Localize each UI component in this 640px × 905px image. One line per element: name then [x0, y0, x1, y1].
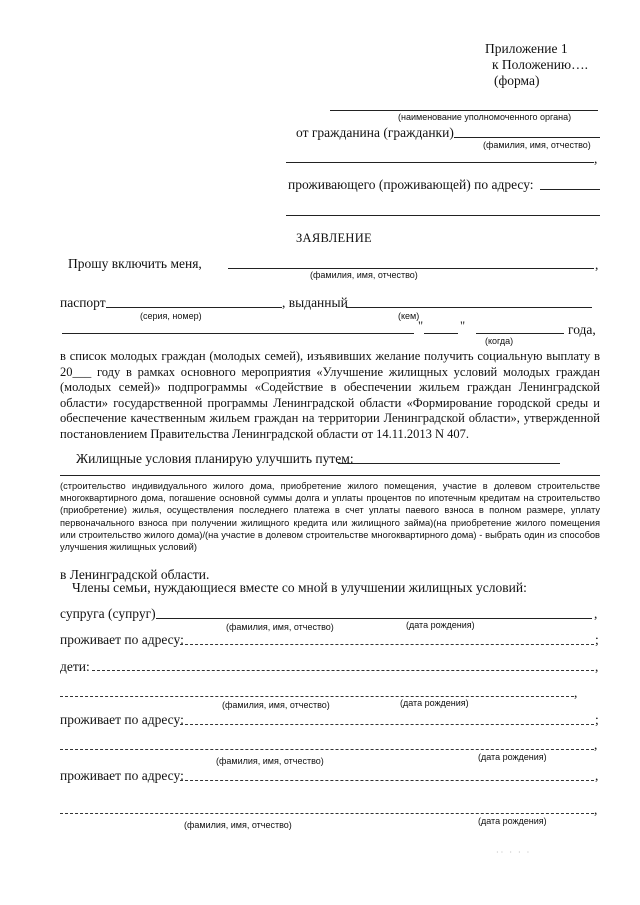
spouse-fio-caption: (фамилия, имя, отчество): [226, 622, 334, 632]
when-caption: (когда): [485, 336, 514, 346]
improve-method-line-2[interactable]: [60, 475, 600, 476]
comma: ,: [594, 606, 598, 621]
improve-method-line[interactable]: [338, 463, 560, 464]
passport-number-line[interactable]: [106, 307, 282, 308]
spouse-name-line[interactable]: [156, 618, 592, 619]
scan-artifact: ·· · · ·: [496, 848, 532, 857]
address-line[interactable]: [540, 189, 600, 190]
spouse-address-line[interactable]: [180, 644, 594, 645]
applicant-fio-caption: (фамилия, имя, отчество): [310, 270, 418, 280]
year-label: года,: [568, 322, 596, 337]
address-line-2[interactable]: [286, 215, 600, 216]
improve-label: Жилищные условия планирую улучшить путем:: [76, 451, 354, 466]
child1-address-line[interactable]: [180, 724, 594, 725]
improve-options-note: (строительство индивидуального жилого дома, приобретение жилого помещения, участие в долевом строительстве многоквартирного дома, погашение основной суммы долга и уплаты процентов по ипотечным кредитам на строительство (приобретение) жилья, осуществления последнего платежа в счет уплаты паевого взноса в полном размере, уплату первоначального взноса при получении жилищного кредита или жилищного займа)(на приобретение жилого помещения или строительство жилого дома)/(на участие в долевом строительстве многоквартирного дома) - выбрать один из способов улучшения жилищных условий): [60, 481, 600, 553]
citizen-fio-caption: (фамилия, имя, отчество): [483, 140, 591, 150]
spouse-birth-caption: (дата рождения): [406, 620, 475, 630]
applicant-name-line[interactable]: [228, 268, 594, 269]
request-text: Прошу включить меня,: [68, 256, 202, 271]
issue-month-line[interactable]: [476, 333, 564, 334]
issued-by-line-2[interactable]: [62, 333, 414, 334]
comma: ,: [595, 257, 599, 272]
children-label: дети:: [60, 659, 90, 674]
appendix-regulation: к Положению….: [492, 57, 588, 72]
quote-open: ": [418, 319, 424, 333]
quote-close: ": [460, 319, 466, 333]
child3-birth-caption: (дата рождения): [478, 816, 547, 826]
issued-by-line[interactable]: [346, 307, 592, 308]
child1-birth-caption: (дата рождения): [400, 698, 469, 708]
comma: ,: [594, 802, 598, 817]
residing-label: проживающего (проживающей) по адресу:: [288, 177, 534, 192]
semicolon: ;: [595, 712, 599, 727]
child2-fio-caption: (фамилия, имя, отчество): [216, 756, 324, 766]
org-name-line[interactable]: [330, 110, 598, 111]
appendix-form: (форма): [494, 73, 540, 88]
child1-address-label: проживает по адресу:: [60, 712, 184, 727]
spouse-label: супруга (супруг): [60, 606, 156, 621]
passport-label: паспорт: [60, 295, 106, 310]
issued-label: , выданный: [282, 295, 348, 310]
org-caption: (наименование уполномоченного органа): [398, 112, 572, 122]
comma: ,: [594, 151, 598, 166]
child3-name-line[interactable]: [60, 813, 594, 814]
region-text: в Ленинградской области.: [60, 567, 210, 582]
comma: ,: [595, 768, 599, 783]
series-caption: (серия, номер): [140, 311, 202, 321]
citizen-name-line[interactable]: [454, 137, 600, 138]
semicolon: ;: [595, 632, 599, 647]
issued-by-caption: (кем): [398, 311, 420, 321]
request-paragraph: в список молодых граждан (молодых семей), изъявивших желание получить социальную выплату в 20___ году в рамках основного мероприятия «Улучшение жилищных условий молодых граждан (молодых семей)» подпрограммы «Содействие в обеспечении жильем граждан Ленинградской области» государственной программы Ленинградской области «Формирование городской среды и обеспечение качественным жильем граждан на территории Ленинградской области», утвержденной постановлением Правительства Ленинградской области от 14.11.2013 N 407.: [60, 349, 600, 441]
comma: ,: [594, 737, 598, 752]
document-title: ЗАЯВЛЕНИЕ: [296, 231, 372, 245]
citizen-name-line-2[interactable]: [286, 162, 594, 163]
child2-name-line[interactable]: [60, 749, 594, 750]
appendix-number: Приложение 1: [485, 41, 568, 56]
child3-fio-caption: (фамилия, имя, отчество): [184, 820, 292, 830]
child1-fio-caption: (фамилия, имя, отчество): [222, 700, 330, 710]
spouse-address-label: проживает по адресу:: [60, 632, 184, 647]
child2-address-label: проживает по адресу:: [60, 768, 184, 783]
issue-day-line[interactable]: [424, 333, 458, 334]
children-line[interactable]: [92, 670, 594, 671]
comma: ,: [574, 685, 578, 700]
child2-address-line[interactable]: [180, 780, 594, 781]
child1-name-line[interactable]: [60, 696, 574, 697]
child2-birth-caption: (дата рождения): [478, 752, 547, 762]
from-citizen-label: от гражданина (гражданки): [296, 125, 454, 140]
family-intro: Члены семьи, нуждающиеся вместе со мной в улучшении жилищных условий:: [72, 580, 527, 595]
comma: ,: [595, 659, 599, 674]
